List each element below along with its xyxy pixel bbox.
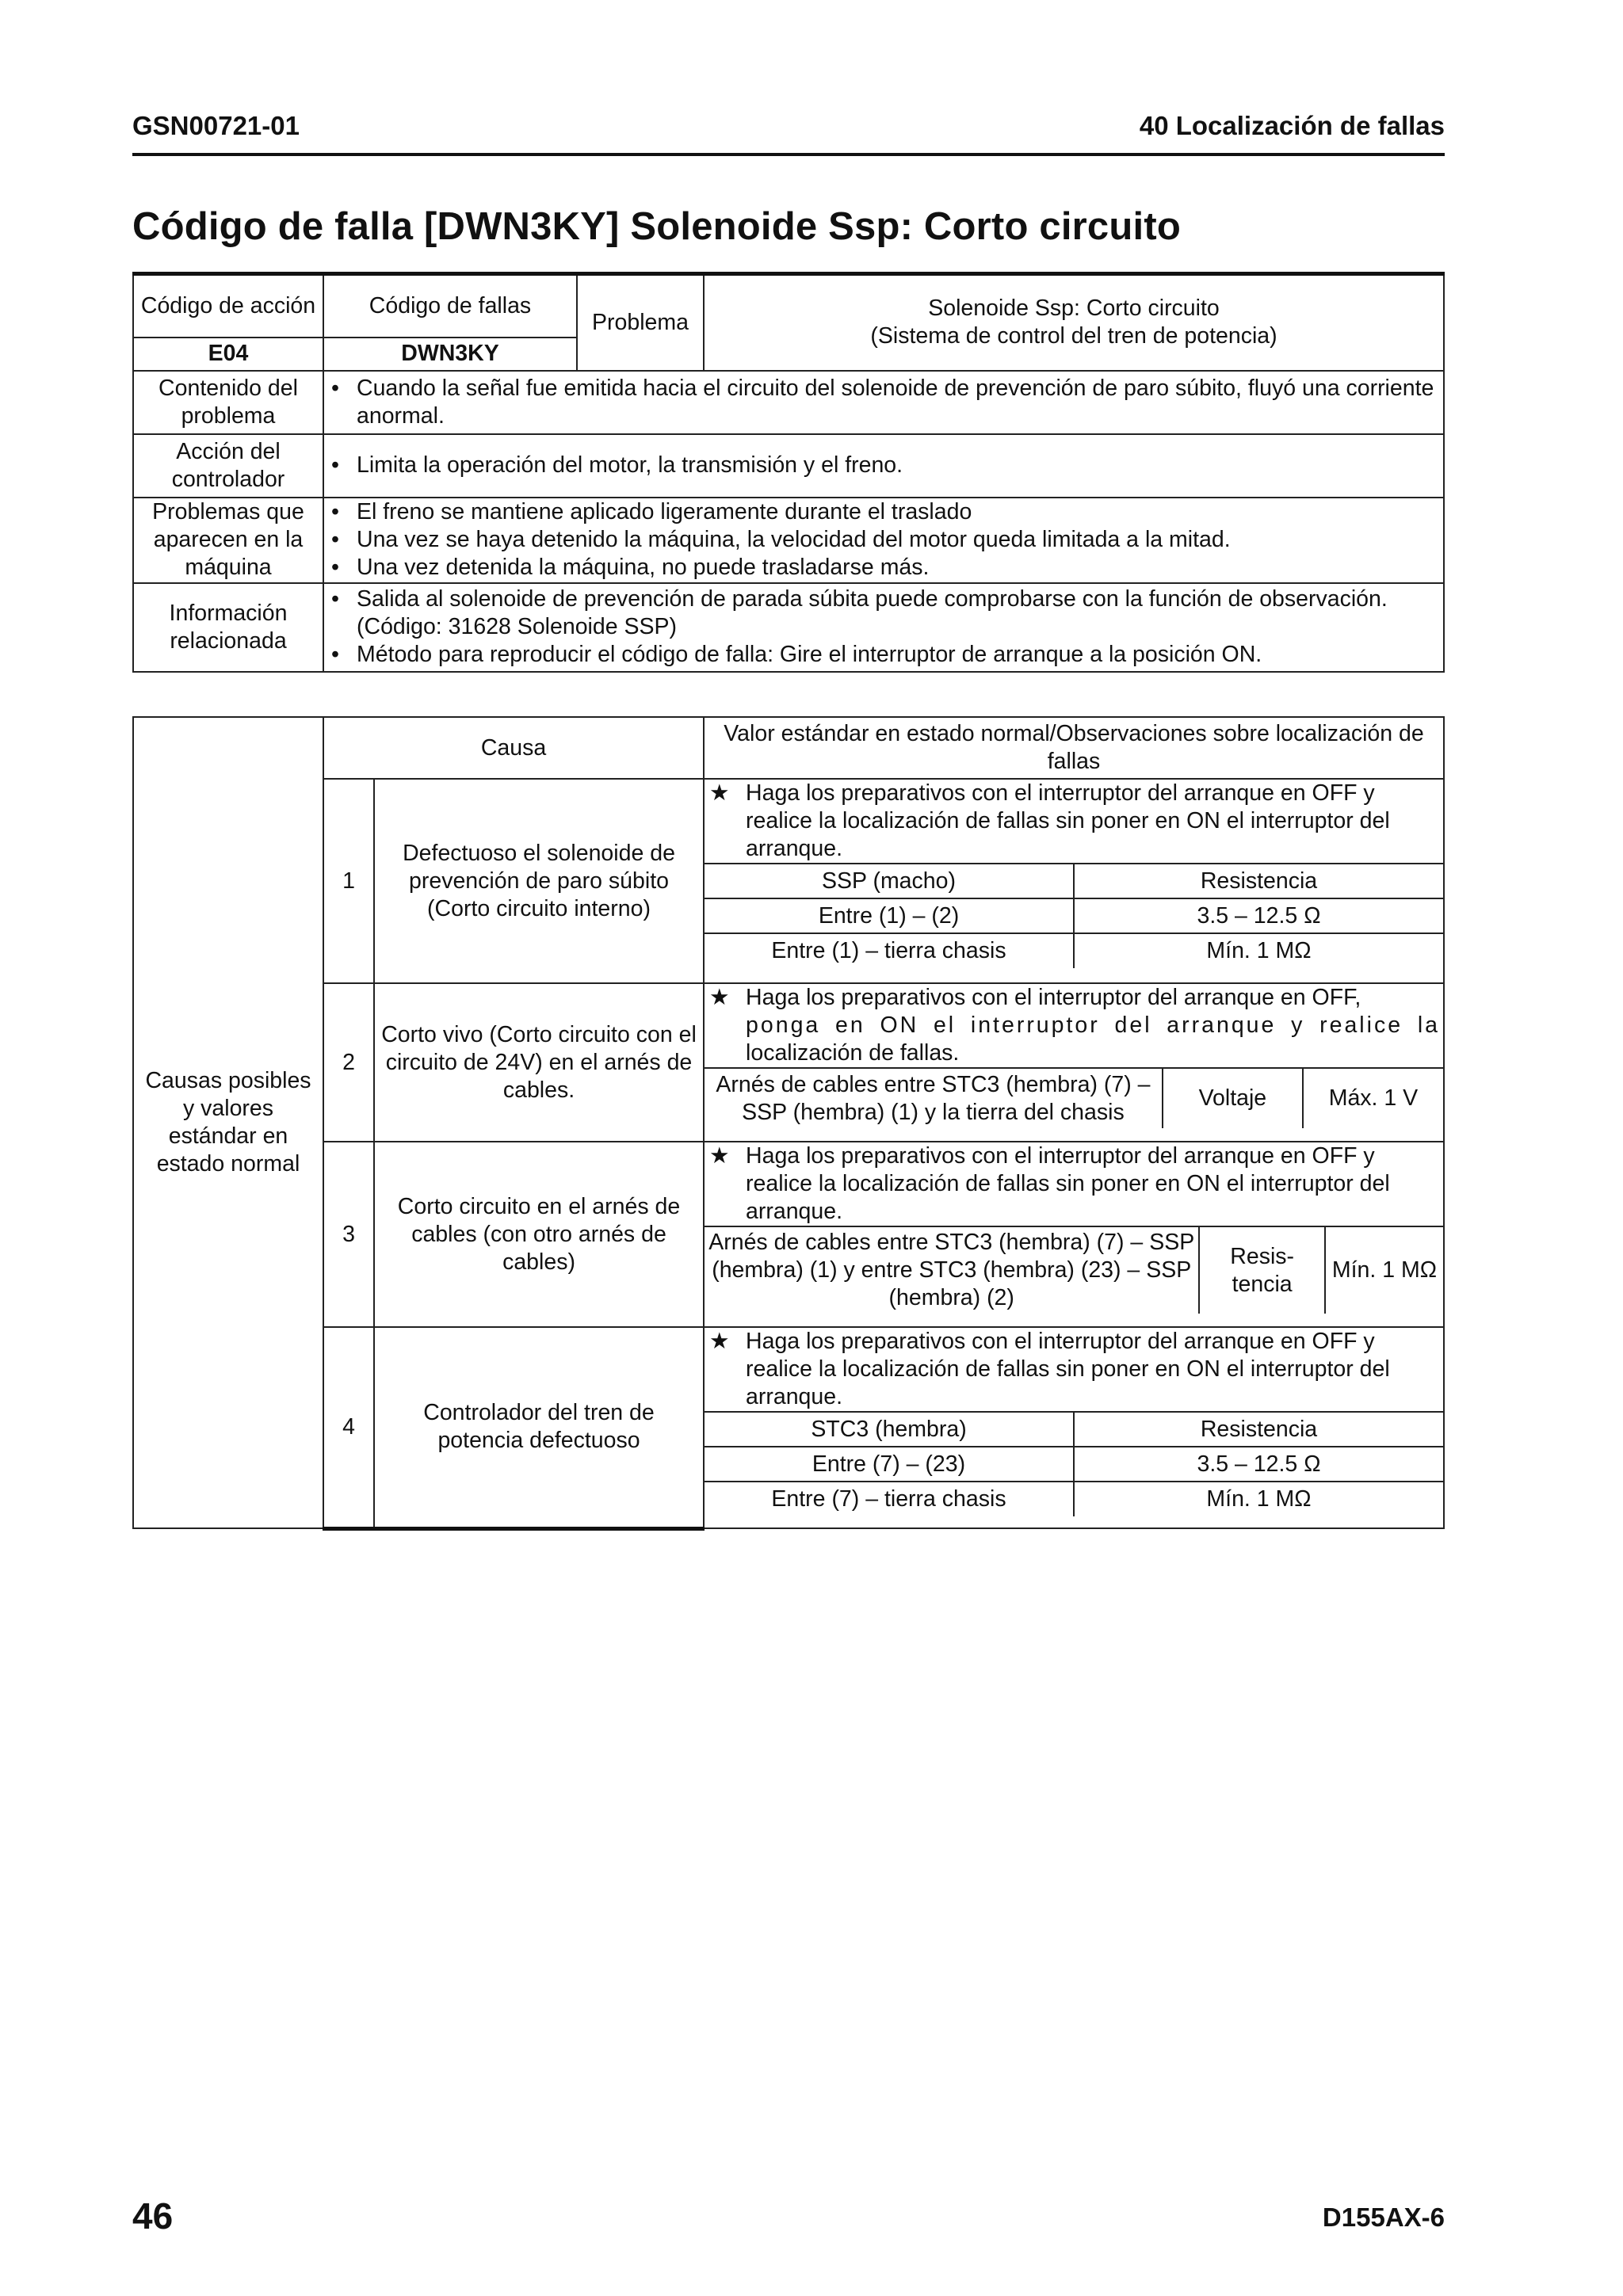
cause-description: Controlador del tren de potencia defectuoso: [374, 1327, 704, 1528]
measurement-table: [705, 1067, 1443, 1128]
page-number: 46: [132, 2195, 174, 2237]
connector-header: SSP (macho): [705, 864, 1074, 898]
measurement-point: Arnés de cables entre STC3 (hembra) (7) – SSP (hembra) (1) y la tierra del chasis: [705, 1068, 1163, 1128]
document-code: GSN00721-01: [132, 111, 300, 140]
cause-number: 1: [323, 779, 374, 983]
list-item: • Método para reproducir el código de falla: Gire el interruptor de arranque a la posición ON.: [328, 641, 1439, 669]
list-item: • El freno se mantiene aplicado ligeramente durante el traslado: [328, 498, 1439, 526]
connector-header: STC3 (hembra): [705, 1412, 1074, 1447]
cause-1-checks: [704, 779, 1444, 983]
cause-4-checks: [704, 1327, 1444, 1528]
related-info: [323, 583, 1444, 672]
machine-problems-label: Problemas que aparecen en la máquina: [133, 498, 323, 583]
measurement-table: [705, 863, 1443, 968]
measurement-value: 3.5 – 12.5 Ω: [1074, 898, 1443, 933]
problem-line-1: Solenoide Ssp: Corto circuito: [928, 296, 1220, 322]
check-note: ★ Haga los preparativos con el interruptor del arranque en OFF y realice la localización de fallas sin poner en ON el interruptor del arranque.: [709, 1329, 1390, 1409]
fault-summary-table: [132, 272, 1445, 673]
causes-side-label: Causas posibles y valores estándar en estado normal: [133, 717, 323, 1528]
list-item: • Una vez se haya detenido la máquina, la velocidad del motor queda limitada a la mitad.: [328, 526, 1439, 554]
causes-table: [132, 716, 1445, 1531]
measurement-table: [705, 1226, 1443, 1314]
measurement-point: Entre (7) – tierra chasis: [705, 1482, 1074, 1516]
list-item: • Limita la operación del motor, la transmisión y el freno.: [328, 452, 1439, 479]
measurement-value: 3.5 – 12.5 Ω: [1074, 1447, 1443, 1482]
problem-description: [704, 274, 1444, 371]
page-title: Código de falla [DWN3KY] Solenoide Ssp: Corto circuito: [132, 205, 1181, 248]
star-icon: ★: [709, 985, 730, 1010]
measurement-point: Entre (7) – (23): [705, 1447, 1074, 1482]
star-icon: ★: [709, 1329, 730, 1354]
failure-code-label: Código de fallas: [323, 274, 577, 338]
machine-problems: [323, 498, 1444, 583]
problem-line-2: (Sistema de control del tren de potencia): [870, 323, 1277, 349]
cause-2-checks: [704, 983, 1444, 1142]
action-code-label: Código de acción: [133, 274, 323, 338]
measurement-table: [705, 1411, 1443, 1516]
problem-content: [323, 371, 1444, 434]
cause-column-header: Causa: [323, 717, 704, 779]
measurement-value: Mín. 1 MΩ: [1074, 1482, 1443, 1516]
measurement-point: Arnés de cables entre STC3 (hembra) (7) – SSP (hembra) (1) y entre STC3 (hembra) (23) – SSP (hembra) (2): [705, 1226, 1199, 1314]
star-icon: ★: [709, 1143, 730, 1169]
check-note: ★ Haga los preparativos con el interruptor del arranque en OFF, ponga en ON el interruptor del arranque y realice la localización de fallas.: [709, 985, 1440, 1066]
list-item: • Cuando la señal fue emitida hacia el circuito del solenoide de prevención de paro súbito, fluyó una corriente anormal.: [328, 375, 1439, 430]
cause-3-checks: [704, 1142, 1444, 1327]
controller-action: [323, 434, 1444, 498]
measurement-point: Entre (1) – (2): [705, 898, 1074, 933]
list-item: • Salida al solenoide de prevención de parada súbita puede comprobarse con la función de observación. (Código: 31628 Solenoide SSP): [328, 585, 1439, 641]
related-info-label: Información relacionada: [133, 583, 323, 672]
measure-header: Resistencia: [1074, 1412, 1443, 1447]
controller-action-label: Acción del controlador: [133, 434, 323, 498]
cause-number: 3: [323, 1142, 374, 1327]
model-code: D155AX-6: [1322, 2203, 1445, 2232]
cause-description: Corto vivo (Corto circuito con el circuito de 24V) en el arnés de cables.: [374, 983, 704, 1142]
measure-type: Resis- tencia: [1199, 1226, 1324, 1314]
measure-header: Resistencia: [1074, 864, 1443, 898]
star-icon: ★: [709, 780, 730, 806]
list-item: • Una vez detenida la máquina, no puede trasladarse más.: [328, 554, 1439, 582]
measurement-value: Máx. 1 V: [1303, 1068, 1443, 1128]
check-note: ★ Haga los preparativos con el interruptor del arranque en OFF y realice la localización de fallas sin poner en ON el interruptor del arranque.: [709, 780, 1390, 861]
value-column-header: Valor estándar en estado normal/Observaciones sobre localización de fallas: [704, 717, 1444, 779]
measure-type: Voltaje: [1163, 1068, 1303, 1128]
cause-number: 2: [323, 983, 374, 1142]
failure-code-value: DWN3KY: [323, 338, 577, 371]
measurement-value: Mín. 1 MΩ: [1074, 933, 1443, 968]
problem-content-label: Contenido del problema: [133, 371, 323, 434]
action-code-value: E04: [133, 338, 323, 371]
header-rule: [132, 153, 1445, 156]
cause-description: Corto circuito en el arnés de cables (con otro arnés de cables): [374, 1142, 704, 1327]
problem-label: Problema: [577, 274, 704, 371]
section-title: 40 Localización de fallas: [1139, 111, 1445, 140]
measurement-value: Mín. 1 MΩ: [1325, 1226, 1443, 1314]
cause-number: 4: [323, 1327, 374, 1528]
cause-description: Defectuoso el solenoide de prevención de paro súbito (Corto circuito interno): [374, 779, 704, 983]
measurement-point: Entre (1) – tierra chasis: [705, 933, 1074, 968]
check-note: ★ Haga los preparativos con el interruptor del arranque en OFF y realice la localización de fallas sin poner en ON el interruptor del arranque.: [709, 1143, 1390, 1224]
